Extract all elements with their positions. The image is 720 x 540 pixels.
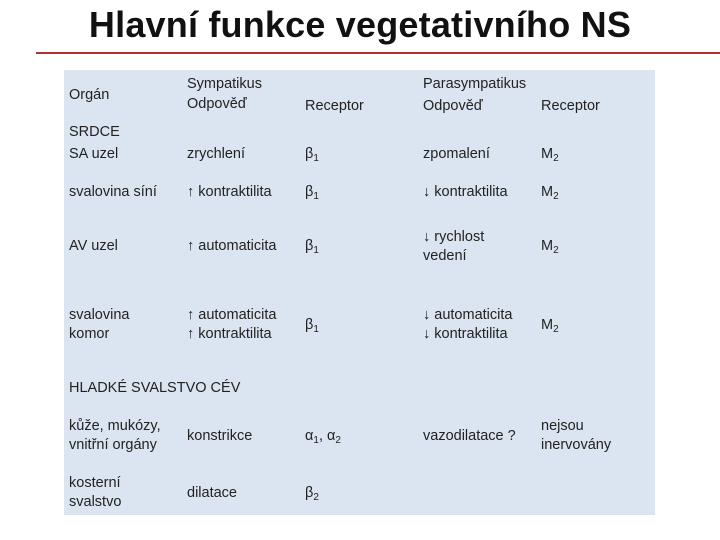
- title-underline: [36, 52, 720, 54]
- row-symp-response: konstrikce: [187, 428, 253, 444]
- row-para-receptor-line2: inervovány: [541, 437, 612, 453]
- row-para-response: ↓ kontraktilita: [423, 184, 508, 200]
- row-organ: AV uzel: [69, 238, 118, 254]
- row-symp-receptor: $\alpha_1$, $\alpha_2$: [305, 428, 341, 446]
- row-symp-receptor: $\beta_1$: [305, 184, 319, 202]
- row-organ: kůže, mukózy,: [69, 418, 161, 434]
- row-symp-response: dilatace: [187, 485, 237, 501]
- header-symp-receptor: Receptor: [305, 98, 364, 114]
- row-organ: svalovina: [69, 307, 130, 323]
- row-symp-receptor: $\beta_1$: [305, 146, 319, 164]
- row-para-receptor: $M_2$: [541, 238, 559, 256]
- row-para-receptor: $M_2$: [541, 184, 559, 202]
- header-para-receptor: Receptor: [541, 98, 600, 114]
- row-para-response: ↓ rychlost: [423, 229, 485, 245]
- row-para-response: vazodilatace ?: [423, 428, 516, 444]
- row-para-receptor: $M_2$: [541, 146, 559, 164]
- header-sympathetic: Sympatikus: [187, 76, 262, 92]
- row-para-response: ↓ automaticita: [423, 307, 513, 323]
- row-symp-response: ↑ kontraktilita: [187, 184, 272, 200]
- section-vessels: HLADKÉ SVALSTVO CÉV: [69, 380, 241, 396]
- row-symp-receptor: $\beta_1$: [305, 238, 319, 256]
- row-organ-line2: vnitřní orgány: [69, 437, 157, 453]
- row-symp-receptor: $\beta_1$: [305, 317, 319, 335]
- header-organ: Orgán: [69, 87, 110, 103]
- slide-title: Hlavní funkce vegetativního NS: [88, 4, 632, 45]
- row-para-response-line2: vedení: [423, 248, 467, 264]
- row-para-response: zpomalení: [423, 146, 490, 162]
- row-symp-response: zrychlení: [187, 146, 246, 162]
- row-para-response-line2: ↓ kontraktilita: [423, 326, 508, 342]
- row-organ-line2: komor: [69, 326, 110, 342]
- row-organ: SA uzel: [69, 146, 119, 162]
- row-para-receptor: nejsou: [541, 418, 584, 434]
- header-parasympathetic: Parasympatikus: [423, 76, 527, 92]
- section-heart: SRDCE: [69, 124, 120, 140]
- row-organ-line2: svalstvo: [69, 494, 122, 510]
- row-para-receptor: $M_2$: [541, 317, 559, 335]
- row-organ: svalovina síní: [69, 184, 157, 200]
- row-organ: kosterní: [69, 475, 121, 491]
- row-symp-receptor: $\beta_2$: [305, 485, 319, 503]
- row-symp-response: ↑ automaticita: [187, 238, 277, 254]
- row-symp-response: ↑ automaticita: [187, 307, 277, 323]
- header-para-response: Odpověď: [423, 98, 483, 114]
- header-symp-response: Odpověď: [187, 96, 247, 112]
- row-symp-response-line2: ↑ kontraktilita: [187, 326, 272, 342]
